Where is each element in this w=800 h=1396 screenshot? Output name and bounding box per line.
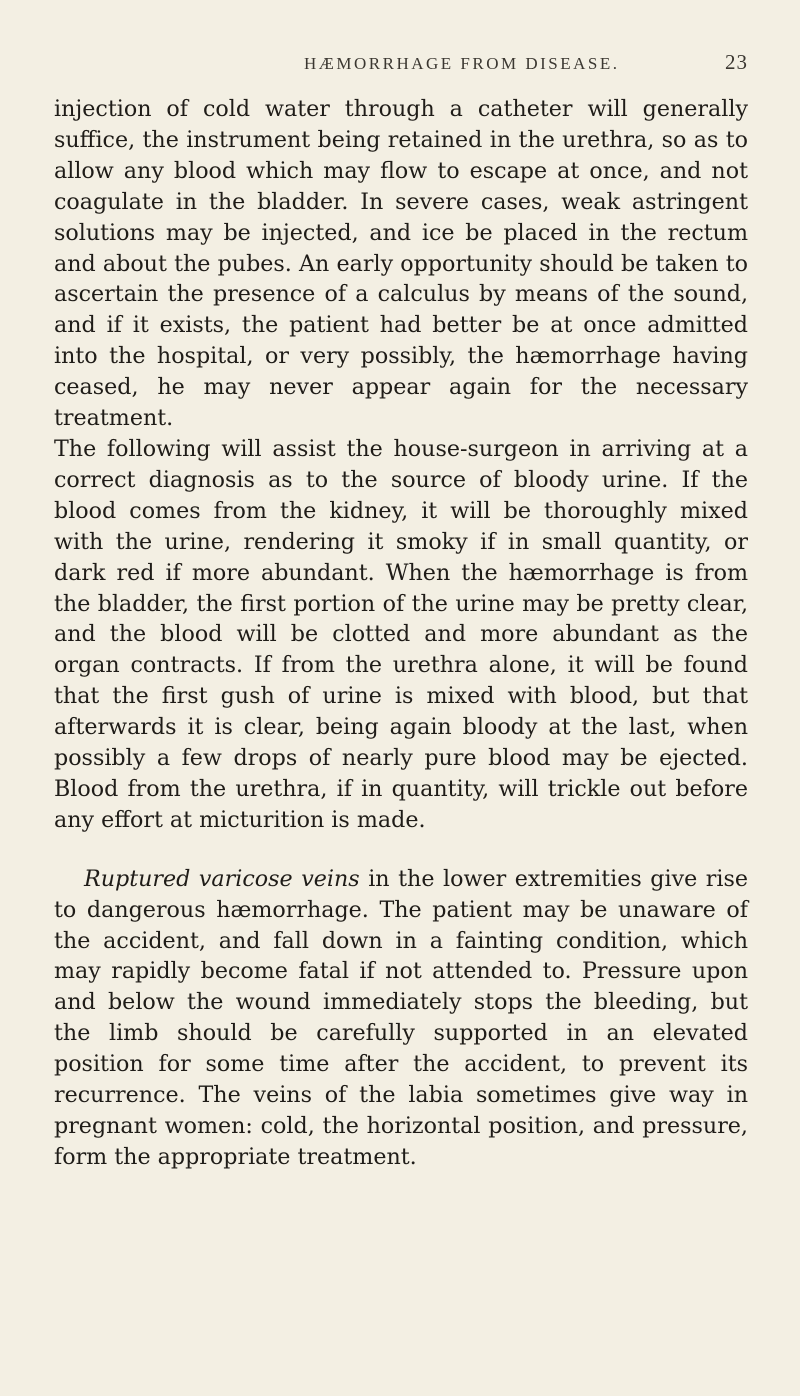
running-title: HÆMORRHAGE FROM DISEASE. bbox=[304, 54, 620, 73]
paragraph-lead-italic: Ruptured varicose veins bbox=[84, 865, 360, 892]
paragraph-catheter-treatment: injection of cold water through a catheter will generally suffice, the instrument being retained in the urethra, so as to allow any blood which may flow to escape at once, and not coagulate in the bladder. In severe cases, weak astringent solutions may be injected, and ice be placed in the rectum and about the pubes. An early opportunity should be taken to ascertain the presence of a calculus by means of the sound, and if it exists, the patient had better be at once admitted into the hospital, or very possibly, the hæmorrhage having ceased, he may never appear again for the necessary treatment. bbox=[54, 96, 748, 432]
paragraph-body-text: in the lower extremities give rise to dangerous hæmorrhage. The patient may be unaware of the accident, and fall down in a fainting condition, which may rapidly become fatal if not attended to. Pressure upon and below the wound immediately stops the bleeding, but the limb should be carefully supported in an elevated position for some time after the accident, to prevent its recurrence. The veins of the labia sometimes give way in pregnant women: cold, the horizontal position, and pressure, form the appropriate treatment. bbox=[54, 865, 748, 1170]
page-number: 23 bbox=[725, 50, 748, 74]
running-head bbox=[54, 50, 748, 94]
paragraph-varicose-veins bbox=[54, 864, 748, 1173]
paragraph-diagnosis-bloody-urine: The following will assist the house-surgeon in arriving at a correct diagnosis as to the source of bloody urine. If the blood comes from the kidney, it will be thoroughly mixed with the urine, rendering it smoky if in small quantity, or dark red if more abundant. When the hæmorrhage is from the bladder, the first portion of the urine may be pretty clear, and the blood will be clotted and more abundant as the organ contracts. If from the urethra alone, it will be found that the first gush of urine is mixed with blood, but that afterwards it is clear, being again bloody at the last, when possibly a few drops of nearly pure blood may be ejected. Blood from the urethra, if in quantity, will trickle out before any effort at micturition is made. bbox=[54, 435, 748, 833]
